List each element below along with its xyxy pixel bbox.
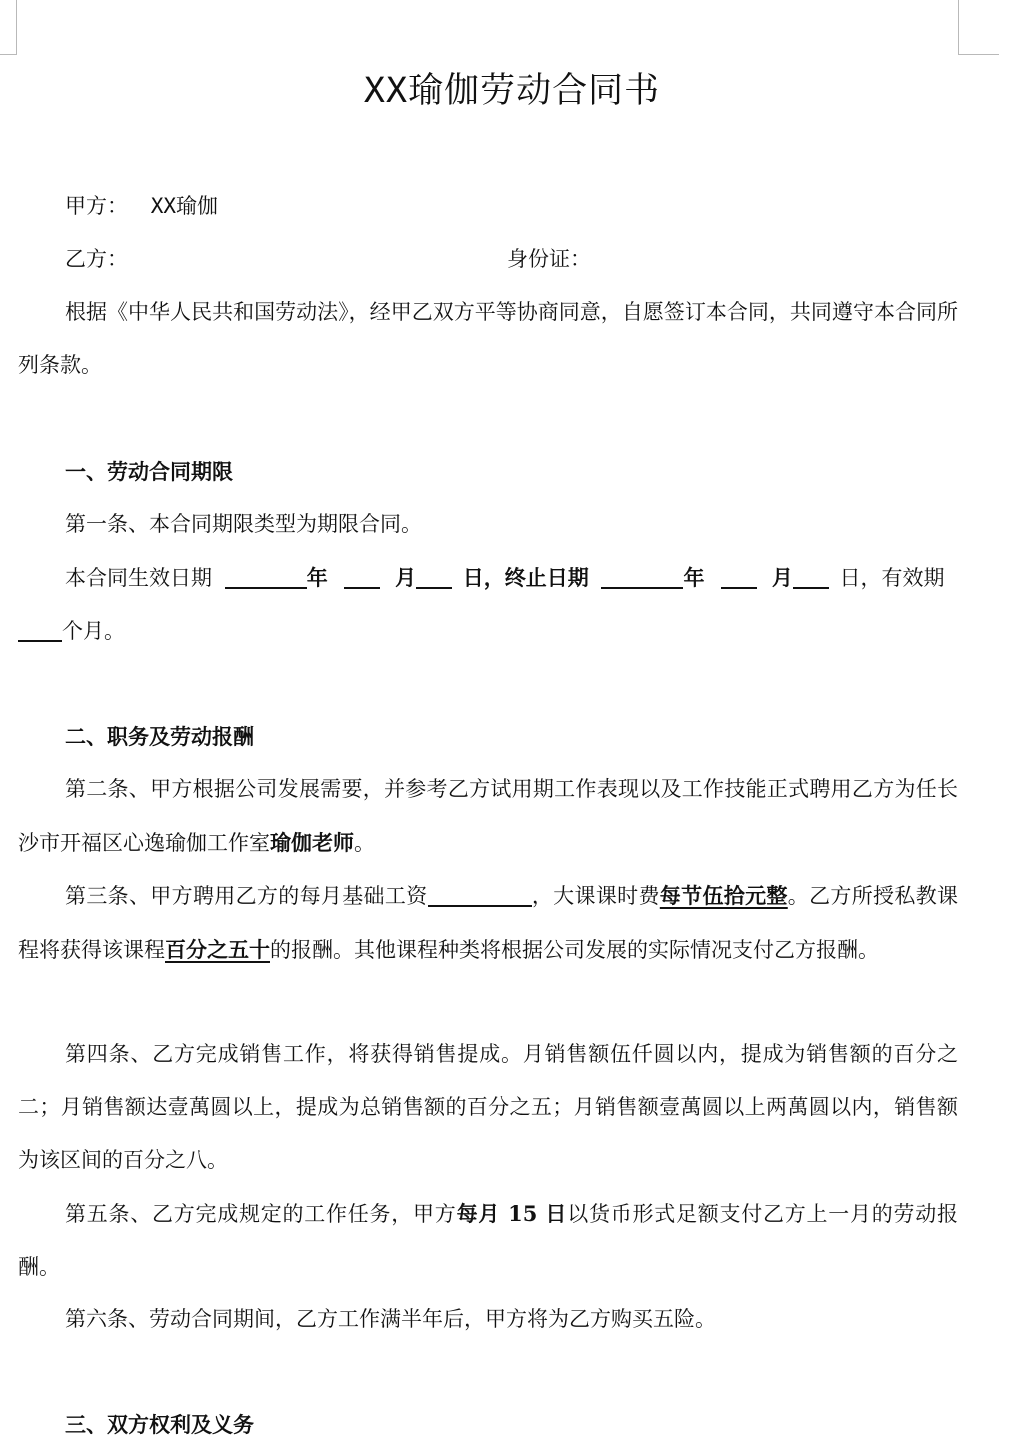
article-3-text-4: 的报酬。其他课程种类将根据公司发展的实际情况支付乙方报酬。	[270, 938, 879, 962]
start-month-label: 月	[395, 565, 417, 590]
section-3-heading: 三、双方权利及义务	[65, 1412, 254, 1437]
article-3-text-2: ，大课课时费	[531, 884, 660, 908]
class-fee: 每节伍拾元整	[659, 883, 788, 908]
start-month-blank	[344, 565, 380, 589]
article-3-text-1: 第三条、甲方聘用乙方的每月基础工资	[65, 884, 428, 908]
party-b-label: 乙方：	[65, 247, 128, 271]
end-year-label: 年	[683, 565, 705, 590]
end-month-label: 月	[771, 565, 793, 590]
article-6: 第六条、劳动合同期间，乙方工作满半年后，甲方将为乙方购买五险。	[65, 1307, 716, 1331]
base-salary-blank	[428, 883, 532, 907]
end-day-label: 日，有效期	[839, 566, 945, 590]
end-date-label: 终止日期	[504, 565, 589, 590]
duration-tail: 个月。	[62, 619, 125, 643]
article-5-text-1: 第五条、乙方完成规定的工作任务，甲方	[65, 1202, 457, 1226]
id-card-label: 身份证：	[507, 247, 591, 271]
article-1: 第一条、本合同期限类型为期限合同。	[65, 512, 422, 536]
article-5	[18, 1187, 958, 1294]
term-lead: 本合同生效日期	[65, 566, 212, 590]
end-day-blank	[793, 565, 829, 589]
section-2-heading: 二、职务及劳动报酬	[65, 724, 254, 749]
party-a-value: XX瑜伽	[150, 194, 218, 218]
intro-paragraph: 根据《中华人民共和国劳动法》，经甲乙双方平等协商同意，自愿签订本合同，共同遵守本合同所列条款。	[18, 300, 958, 377]
article-2-text: 第二条、甲方根据公司发展需要，并参考乙方试用期工作表现以及工作技能正式聘用乙方为任长沙市开福区心逸瑜伽工作室	[18, 777, 958, 855]
article-2-end: 。	[354, 831, 375, 855]
private-class-ratio: 百分之五十	[165, 937, 270, 962]
page-corner-mark-left	[0, 0, 17, 55]
section-1-heading: 一、劳动合同期限	[65, 459, 233, 484]
start-day-blank	[416, 565, 452, 589]
article-3-text-3: 。乙方所授私教课程将获得该课程	[18, 884, 959, 962]
document-title: XX瑜伽劳动合同书	[363, 71, 661, 111]
party-a-label: 甲方：	[65, 194, 128, 218]
duration-blank	[18, 618, 62, 642]
start-year-blank	[225, 565, 307, 589]
pay-day: 每月 15 日	[456, 1201, 568, 1226]
start-year-label: 年	[306, 565, 328, 590]
article-2	[18, 763, 958, 870]
end-month-blank	[721, 565, 757, 589]
article-5-text-2: 以货币形式足额支付乙方上一月的劳动报酬。	[18, 1202, 958, 1279]
page-corner-mark-right	[958, 0, 999, 55]
contract-term-paragraph	[18, 551, 958, 658]
article-4: 第四条、乙方完成销售工作，将获得销售提成。月销售额伍仟圆以内，提成为销售额的百分之二；月销售额达壹萬圆以上，提成为总销售额的百分之五；月销售额壹萬圆以上两萬圆以内，销售额为该区间的百分之八。	[18, 1042, 958, 1172]
party-a-row	[65, 180, 218, 233]
article-3	[18, 869, 958, 977]
end-year-blank	[601, 565, 683, 589]
start-day-label: 日，	[462, 565, 505, 590]
article-2-role: 瑜伽老师	[270, 830, 354, 855]
